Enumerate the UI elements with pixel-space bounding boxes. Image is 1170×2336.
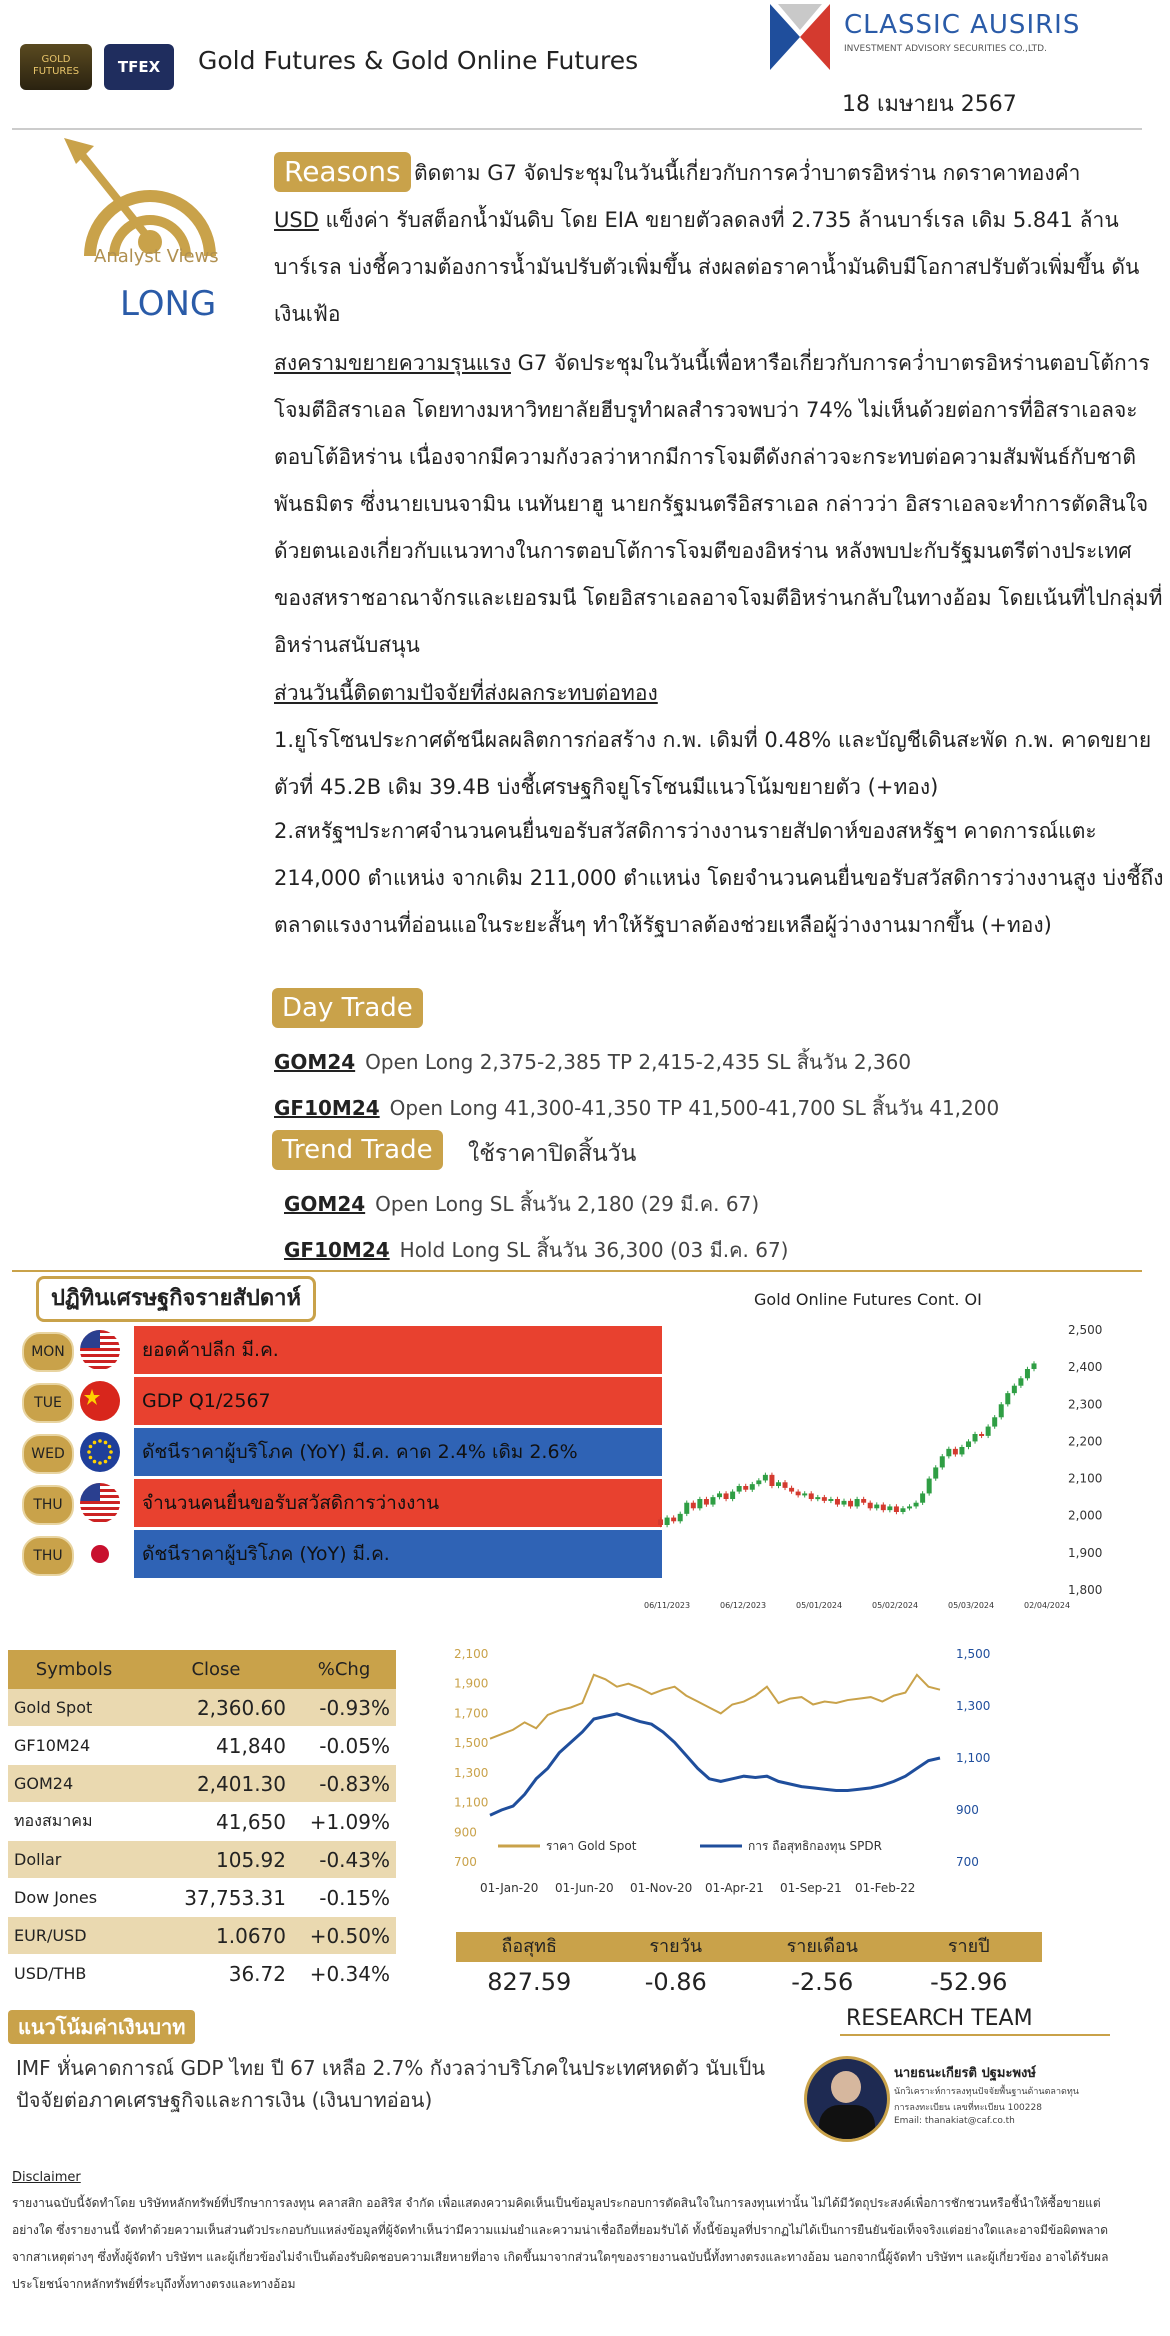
usd-link: USD — [274, 208, 319, 232]
analyst-email: Email: thanakiat@caf.co.th — [894, 2116, 1015, 2126]
candle-body — [933, 1467, 938, 1478]
y-left-tick-label: 1,900 — [454, 1676, 489, 1691]
candle-body — [809, 1493, 814, 1499]
war-body: G7 จัดประชุมในวันนี้เพื่อหารือเกี่ยวกับการคว่ำบาตรอิหร่านตอบโต้การโจมตีอิสราเอล โดยทางมหาวิทยาลัยฮีบรูทำผลสำรวจพบว่า 74% ไม่เห็นด้วยต่อการที่อิสราเอลจะตอบโต้อิหร่าน เนื่องจากมีความกังวลว่าหากมีการโจมตีดังกล่าวจะกระทบต่อความสัมพันธ์กับชาติพันธมิตร ซึ่งนายเบนจามิน เนทันยาฮู นายกรัฐมนตรีอิสราเอล กล่าวว่า อิสราเอลจะทำการตัดสินใจด้วยตนเองเกี่ยวกับแนวทางในการตอบโต้การโจมตีของอิหร่าน หลังพบปะกับรัฐมนตรีต่างประเทศของสหราชอาณาจักรและเยอรมนี โดยอิสราเอลอาจโจมตีอิหร่านกลับในทางอ้อม โดยเน้นที่ไปกลุ่มที่อิหร่านสนับสนุน — [274, 351, 1163, 657]
candle-body — [1005, 1393, 1010, 1404]
avatar — [804, 2056, 890, 2142]
holdings-value: -0.86 — [644, 1968, 707, 1996]
factor-item-1: 1.ยูโรโซนประกาศดัชนีผลผลิตการก่อสร้าง ก.พ. เดิมที่ 0.48% และบัญชีเดินสะพัด ก.พ. คาดขยายตัวที่ 45.2B เดิม 39.4B บ่งชี้เศรษฐกิจยูโรโซนมีแนวโน้มขยายตัว (+ทอง) — [274, 728, 1152, 799]
trend-trade-note: ใช้ราคาปิดสิ้นวัน — [468, 1141, 637, 1167]
us-flag-icon — [80, 1483, 120, 1523]
x-tick-label: 06/12/2023 — [720, 1601, 767, 1610]
day-trade-row-2 — [274, 1092, 999, 1124]
candle-body — [822, 1497, 827, 1501]
col-header: Close — [140, 1650, 292, 1689]
holdings-header: ถือสุทธิ — [501, 1936, 558, 1957]
candle-body — [914, 1503, 919, 1507]
candle-body — [737, 1486, 742, 1492]
ticker-code: GF10M24 — [274, 1096, 380, 1120]
table-row — [8, 1955, 396, 1993]
y-tick-label: 2,400 — [1068, 1360, 1103, 1375]
candle-body — [966, 1441, 971, 1447]
day-label: WED — [22, 1434, 74, 1474]
table-cell: +0.50% — [292, 1917, 396, 1955]
table-cell: 36.72 — [140, 1955, 292, 1993]
candle-body — [874, 1505, 879, 1509]
table-row — [8, 1689, 396, 1727]
y-left-tick-label: 1,700 — [454, 1706, 489, 1721]
table-cell: GOM24 — [8, 1765, 140, 1803]
candle-body — [920, 1493, 925, 1502]
candle-body — [743, 1486, 748, 1490]
calendar-row — [22, 1377, 662, 1425]
table-cell: 41,650 — [140, 1803, 292, 1841]
candle-body — [704, 1499, 709, 1505]
x-tick-label: 01-Feb-22 — [855, 1881, 916, 1895]
candle-body — [946, 1449, 951, 1456]
research-divider — [840, 2034, 1110, 2036]
calendar-row — [22, 1428, 662, 1476]
candle-body — [776, 1482, 781, 1486]
table-header-row — [8, 1650, 396, 1689]
reasons-paragraph-3-head — [274, 670, 1164, 717]
holdings-value: 827.59 — [487, 1968, 572, 1996]
x-tick-label: 05/03/2024 — [948, 1601, 995, 1610]
ticker-code: GOM24 — [274, 1050, 356, 1074]
candle-body — [887, 1506, 892, 1510]
calendar-row — [22, 1326, 662, 1374]
holdings-value: -2.56 — [791, 1968, 854, 1996]
candle-body — [769, 1475, 774, 1486]
analyst-target-icon — [58, 136, 242, 262]
legend-label: การ ถือสุทธิกองทุน SPDR — [748, 1839, 882, 1853]
candle-body — [979, 1434, 984, 1436]
candle-body — [881, 1505, 886, 1511]
calendar-event: ดัชนีราคาผู้บริโภค (YoY) มี.ค. — [134, 1530, 662, 1578]
ticker-code: GOM24 — [284, 1192, 366, 1216]
candle-body — [763, 1475, 768, 1481]
x-tick-label: 01-Apr-21 — [705, 1881, 764, 1895]
reasons-p1-rest: แข็งค่า รับสต็อกน้ำมันดิบ โดย EIA ขยายตัวลดลงที่ 2.735 ล้านบาร์เรล เดิม 5.841 ล้าน บาร์เรล บ่งชี้ความต้องการน้ำมันปรับตัวเพิ่มขึ้น ส่งผลต่อราคาน้ำมันดิบมีโอกาสปรับตัวเพิ่มขึ้น ดันเงินเฟ้อ — [274, 208, 1140, 326]
candle-body — [691, 1503, 696, 1509]
candle-body — [783, 1482, 788, 1488]
table-cell: 2,401.30 — [140, 1765, 292, 1803]
candle-body — [855, 1499, 860, 1506]
x-tick-label: 05/02/2024 — [872, 1601, 919, 1610]
ticker-code: GF10M24 — [284, 1238, 390, 1262]
table-cell: EUR/USD — [8, 1917, 140, 1955]
candle-body — [789, 1488, 794, 1492]
table-row — [8, 1879, 396, 1917]
holdings-header: รายเดือน — [786, 1936, 858, 1957]
gold-futures-logo: GOLD FUTURES — [20, 44, 92, 90]
disclaimer-title: Disclaimer — [12, 2170, 81, 2185]
research-card — [804, 2052, 1110, 2152]
page-title: Gold Futures & Gold Online Futures — [198, 46, 639, 75]
section-divider — [12, 1270, 1142, 1272]
candle-body — [907, 1506, 912, 1508]
candle-body — [861, 1499, 866, 1503]
table-cell: Gold Spot — [8, 1689, 140, 1727]
candle-body — [750, 1484, 755, 1490]
y-right-tick-label: 1,500 — [956, 1647, 991, 1661]
table-cell: -0.05% — [292, 1727, 396, 1765]
y-left-tick-label: 700 — [454, 1855, 477, 1869]
col-header: Symbols — [8, 1650, 140, 1689]
x-tick-label: 05/01/2024 — [796, 1601, 843, 1610]
trade-detail: Hold Long SL สิ้นวัน 36,300 (03 มี.ค. 67) — [399, 1238, 789, 1262]
trade-detail: Open Long 41,300-41,350 TP 41,500-41,700 SL สิ้นวัน 41,200 — [389, 1096, 1000, 1120]
candle-body — [796, 1492, 801, 1496]
x-tick-label: 02/04/2024 — [1024, 1601, 1071, 1610]
table-cell: 105.92 — [140, 1841, 292, 1879]
candle-body — [1018, 1378, 1023, 1385]
candle-body — [678, 1514, 683, 1521]
table-cell: Dollar — [8, 1841, 140, 1879]
table-row — [8, 1765, 396, 1803]
day-label: MON — [22, 1332, 74, 1372]
candle-body — [1012, 1386, 1017, 1393]
cn-flag-icon — [80, 1381, 120, 1421]
y-tick-label: 2,500 — [1068, 1323, 1103, 1337]
analyst-label: Analyst Views — [94, 246, 219, 267]
candle-body — [697, 1499, 702, 1508]
candle-body — [973, 1434, 978, 1441]
x-tick-label: 01-Jun-20 — [555, 1881, 614, 1895]
day-trade-row-1 — [274, 1046, 911, 1078]
analyst-name: นายธนะเกียรติ ปฐมะพงษ์ — [894, 2066, 1036, 2081]
candle-body — [665, 1518, 670, 1525]
war-heading: สงครามขยายความรุนแรง — [274, 351, 511, 375]
candle-body — [724, 1493, 729, 1499]
tfex-logo: TFEX — [104, 44, 174, 90]
holdings-table — [456, 1932, 1042, 2002]
table-cell: USD/THB — [8, 1955, 140, 1993]
disclaimer-text: รายงานฉบับนี้จัดทำโดย บริษัทหลักทรัพย์ที่ปรึกษาการลงทุน คลาสสิก ออสิริส จำกัด เพื่อแสดงความคิดเห็นเป็นข้อมูลประกอบการตัดสินใจในการลงทุนเท่านั้น ไม่ได้มีวัตถุประสงค์เพื่อการชักชวนหรือชี้นำให้ซื้อขายแต่อย่างใด ซึ่งรายงานนี้ จัดทำด้วยความเห็นส่วนตัวประกอบกับแหล่งข้อมูลที่ผู้จัดทำเห็นว่ามีความแม่นยำและความน่าเชื่อถือที่ยอมรับได้ ทั้งนี้ข้อมูลที่ปรากฏไม่ได้เป็นการยืนยันข้อเท็จจริงแต่อย่างใดและอาจมีข้อผิดพลาดจากสาเหตุต่างๆ ซึ่งทั้งผู้จัดทำ บริษัทฯ และผู้เกี่ยวข้องไม่จำเป็นต้องรับผิดชอบความเสียหายที่อาจ เกิดขึ้นมาจากส่วนใดๆของรายงานฉบับนี้ทั้งทางตรงและทางอ้อม นอกจากนี้ผู้จัดทำ บริษัทฯ และผู้เกี่ยวข้อง อาจได้รับผลประโยชน์จากหลักทรัพย์ที่ระบุถึงทั้งทางตรงและทางอ้อม — [12, 2196, 1109, 2291]
candle-body — [828, 1499, 833, 1501]
candle-body — [835, 1499, 840, 1505]
y-left-tick-label: 2,100 — [454, 1647, 489, 1661]
company-name: CLASSIC AUSIRIS — [844, 10, 1081, 40]
calendar-event: จำนวนคนยื่นขอรับสวัสดิการว่างงาน — [134, 1479, 662, 1527]
x-tick-label: 06/11/2023 — [644, 1601, 691, 1610]
y-left-tick-label: 1,300 — [454, 1765, 489, 1780]
candle-body — [658, 1519, 663, 1525]
y-tick-label: 1,800 — [1068, 1583, 1103, 1597]
candle-body — [756, 1480, 761, 1484]
table-cell: 1.0670 — [140, 1917, 292, 1955]
classic-ausiris-logo-icon — [770, 4, 830, 70]
holdings-header: รายวัน — [649, 1936, 703, 1957]
candle-body — [671, 1518, 676, 1522]
holdings-header: รายปี — [947, 1936, 990, 1957]
candle-body — [894, 1506, 899, 1512]
table-row — [8, 1917, 396, 1955]
candle-body — [710, 1497, 715, 1504]
y-tick-label: 2,300 — [1068, 1397, 1103, 1412]
table-cell: +1.09% — [292, 1803, 396, 1841]
candle-body — [717, 1493, 722, 1497]
candle-body — [730, 1492, 735, 1499]
calendar-event: ยอดค้าปลีก มี.ค. — [134, 1326, 662, 1374]
candle-body — [940, 1456, 945, 1467]
table-cell: ทองสมาคม — [8, 1803, 140, 1841]
candle-body — [992, 1417, 997, 1426]
series-line — [490, 1714, 940, 1815]
gold-spdr-chart — [434, 1640, 1054, 1910]
table-cell: 41,840 — [140, 1727, 292, 1765]
table-cell: -0.15% — [292, 1879, 396, 1917]
oi-chart-title: Gold Online Futures Cont. OI — [754, 1290, 982, 1309]
candle-body — [986, 1427, 991, 1436]
jp-flag-icon — [80, 1534, 120, 1574]
candle-body — [868, 1503, 873, 1509]
calendar-row — [22, 1479, 662, 1527]
day-trade-badge: Day Trade — [272, 988, 423, 1028]
calendar-row — [22, 1530, 662, 1578]
reasons-paragraph-2 — [274, 340, 1164, 669]
trend-trade-row-2 — [284, 1234, 788, 1266]
analyst-license: การลงทะเบียน เลขที่ทะเบียน 100228 — [894, 2103, 1042, 2113]
candle-body — [815, 1497, 820, 1499]
day-label: THU — [22, 1485, 74, 1525]
table-cell: -0.93% — [292, 1689, 396, 1727]
candle-body — [953, 1449, 958, 1455]
y-left-tick-label: 900 — [454, 1825, 477, 1840]
y-right-tick-label: 900 — [956, 1803, 979, 1817]
us-flag-icon — [80, 1330, 120, 1370]
x-tick-label: 01-Sep-21 — [780, 1881, 842, 1895]
factor-item-2: 2.สหรัฐฯประกาศจำนวนคนยื่นขอรับสวัสดิการว่างงานรายสัปดาห์ของสหรัฐฯ คาดการณ์แตะ 214,000 ตำแหน่ง จากเดิม 211,000 ตำแหน่ง โดยจำนวนคนยื่นขอรับสวัสดิการว่างงานสูง บ่งชี้ถึงตลาดแรงงานที่อ่อนแอในระยะสั้นๆ ทำให้รัฐบาลต้องช่วยเหลือผู้ว่างงานมากขึ้น (+ทอง) — [274, 819, 1164, 937]
candle-body — [842, 1501, 847, 1505]
table-cell: +0.34% — [292, 1955, 396, 1993]
reasons-p1-lead: ติดตาม G7 จัดประชุมในวันนี้เกี่ยวกับการคว่ำบาตรอิหร่าน กดราคาทองคำ — [414, 161, 1081, 185]
reasons-badge: Reasons — [274, 152, 411, 192]
oi-chart — [640, 1320, 1160, 1620]
table-cell: 2,360.60 — [140, 1689, 292, 1727]
research-title: RESEARCH TEAM — [846, 2006, 1033, 2031]
table-cell: -0.83% — [292, 1765, 396, 1803]
y-right-tick-label: 1,100 — [956, 1751, 991, 1765]
analyst-role: นักวิเคราะห์การลงทุนปัจจัยพื้นฐานด้านตลาดทุน — [894, 2087, 1079, 2097]
trade-detail: Open Long SL สิ้นวัน 2,180 (29 มี.ค. 67) — [375, 1192, 760, 1216]
candle-body — [848, 1501, 853, 1507]
table-cell: -0.43% — [292, 1841, 396, 1879]
report-date: 18 เมษายน 2567 — [842, 92, 1017, 117]
factors-heading: ส่วนวันนี้ติดตามปัจจัยที่ส่งผลกระทบต่อทอง — [274, 681, 658, 705]
table-row — [8, 1727, 396, 1765]
trade-detail: Open Long 2,375-2,385 TP 2,415-2,435 SL สิ้นวัน 2,360 — [365, 1050, 912, 1074]
y-left-tick-label: 1,500 — [454, 1736, 489, 1751]
candle-body — [900, 1508, 905, 1512]
company-sub: INVESTMENT ADVISORY SECURITIES CO.,LTD. — [844, 44, 1047, 54]
day-label: TUE — [22, 1383, 74, 1423]
trend-trade-row-1 — [284, 1188, 759, 1220]
analyst-view: LONG — [120, 284, 217, 324]
baht-text: IMF หั่นคาดการณ์ GDP ไทย ปี 67 เหลือ 2.7% กังวลว่าบริโภคในประเทศหดตัว นับเป็นปัจจัยต่อภาคเศรษฐกิจและการเงิน (เงินบาทอ่อน) — [16, 2056, 765, 2112]
y-right-tick-label: 1,300 — [956, 1699, 991, 1713]
reasons-paragraph-1 — [274, 150, 1164, 338]
candle-body — [684, 1503, 689, 1514]
calendar-title: ปฏิทินเศรษฐกิจรายสัปดาห์ — [36, 1276, 316, 1322]
legend-label: ราคา Gold Spot — [546, 1839, 637, 1853]
series-line — [490, 1675, 940, 1739]
table-cell: Dow Jones — [8, 1879, 140, 1917]
eu-flag-icon — [80, 1432, 120, 1472]
candle-body — [1025, 1369, 1030, 1378]
candle-body — [959, 1447, 964, 1454]
trend-trade-badge: Trend Trade — [272, 1130, 443, 1170]
table-row — [8, 1803, 396, 1841]
y-tick-label: 2,000 — [1068, 1508, 1103, 1523]
baht-title: แนวโน้มค่าเงินบาท — [8, 2010, 195, 2044]
y-tick-label: 2,100 — [1068, 1471, 1103, 1486]
candle-body — [999, 1404, 1004, 1417]
holdings-value: -52.96 — [930, 1968, 1008, 1996]
x-tick-label: 01-Nov-20 — [630, 1881, 693, 1895]
y-tick-label: 2,200 — [1068, 1434, 1103, 1449]
day-label: THU — [22, 1536, 74, 1576]
y-right-tick-label: 700 — [956, 1855, 979, 1869]
candle-body — [927, 1479, 932, 1494]
table-cell: 37,753.31 — [140, 1879, 292, 1917]
col-header: %Chg — [292, 1650, 396, 1689]
table-cell: GF10M24 — [8, 1727, 140, 1765]
table-row — [8, 1841, 396, 1879]
x-tick-label: 01-Jan-20 — [480, 1881, 539, 1895]
y-tick-label: 1,900 — [1068, 1545, 1103, 1560]
calendar-event: GDP Q1/2567 — [134, 1377, 662, 1425]
candle-body — [802, 1493, 807, 1495]
symbols-table — [8, 1650, 396, 1993]
candle-body — [1032, 1363, 1037, 1369]
calendar-event: ดัชนีราคาผู้บริโภค (YoY) มี.ค. คาด 2.4% เดิม 2.6% — [134, 1428, 662, 1476]
y-left-tick-label: 1,100 — [454, 1795, 489, 1810]
header — [0, 0, 1170, 130]
header-divider — [12, 128, 1142, 130]
